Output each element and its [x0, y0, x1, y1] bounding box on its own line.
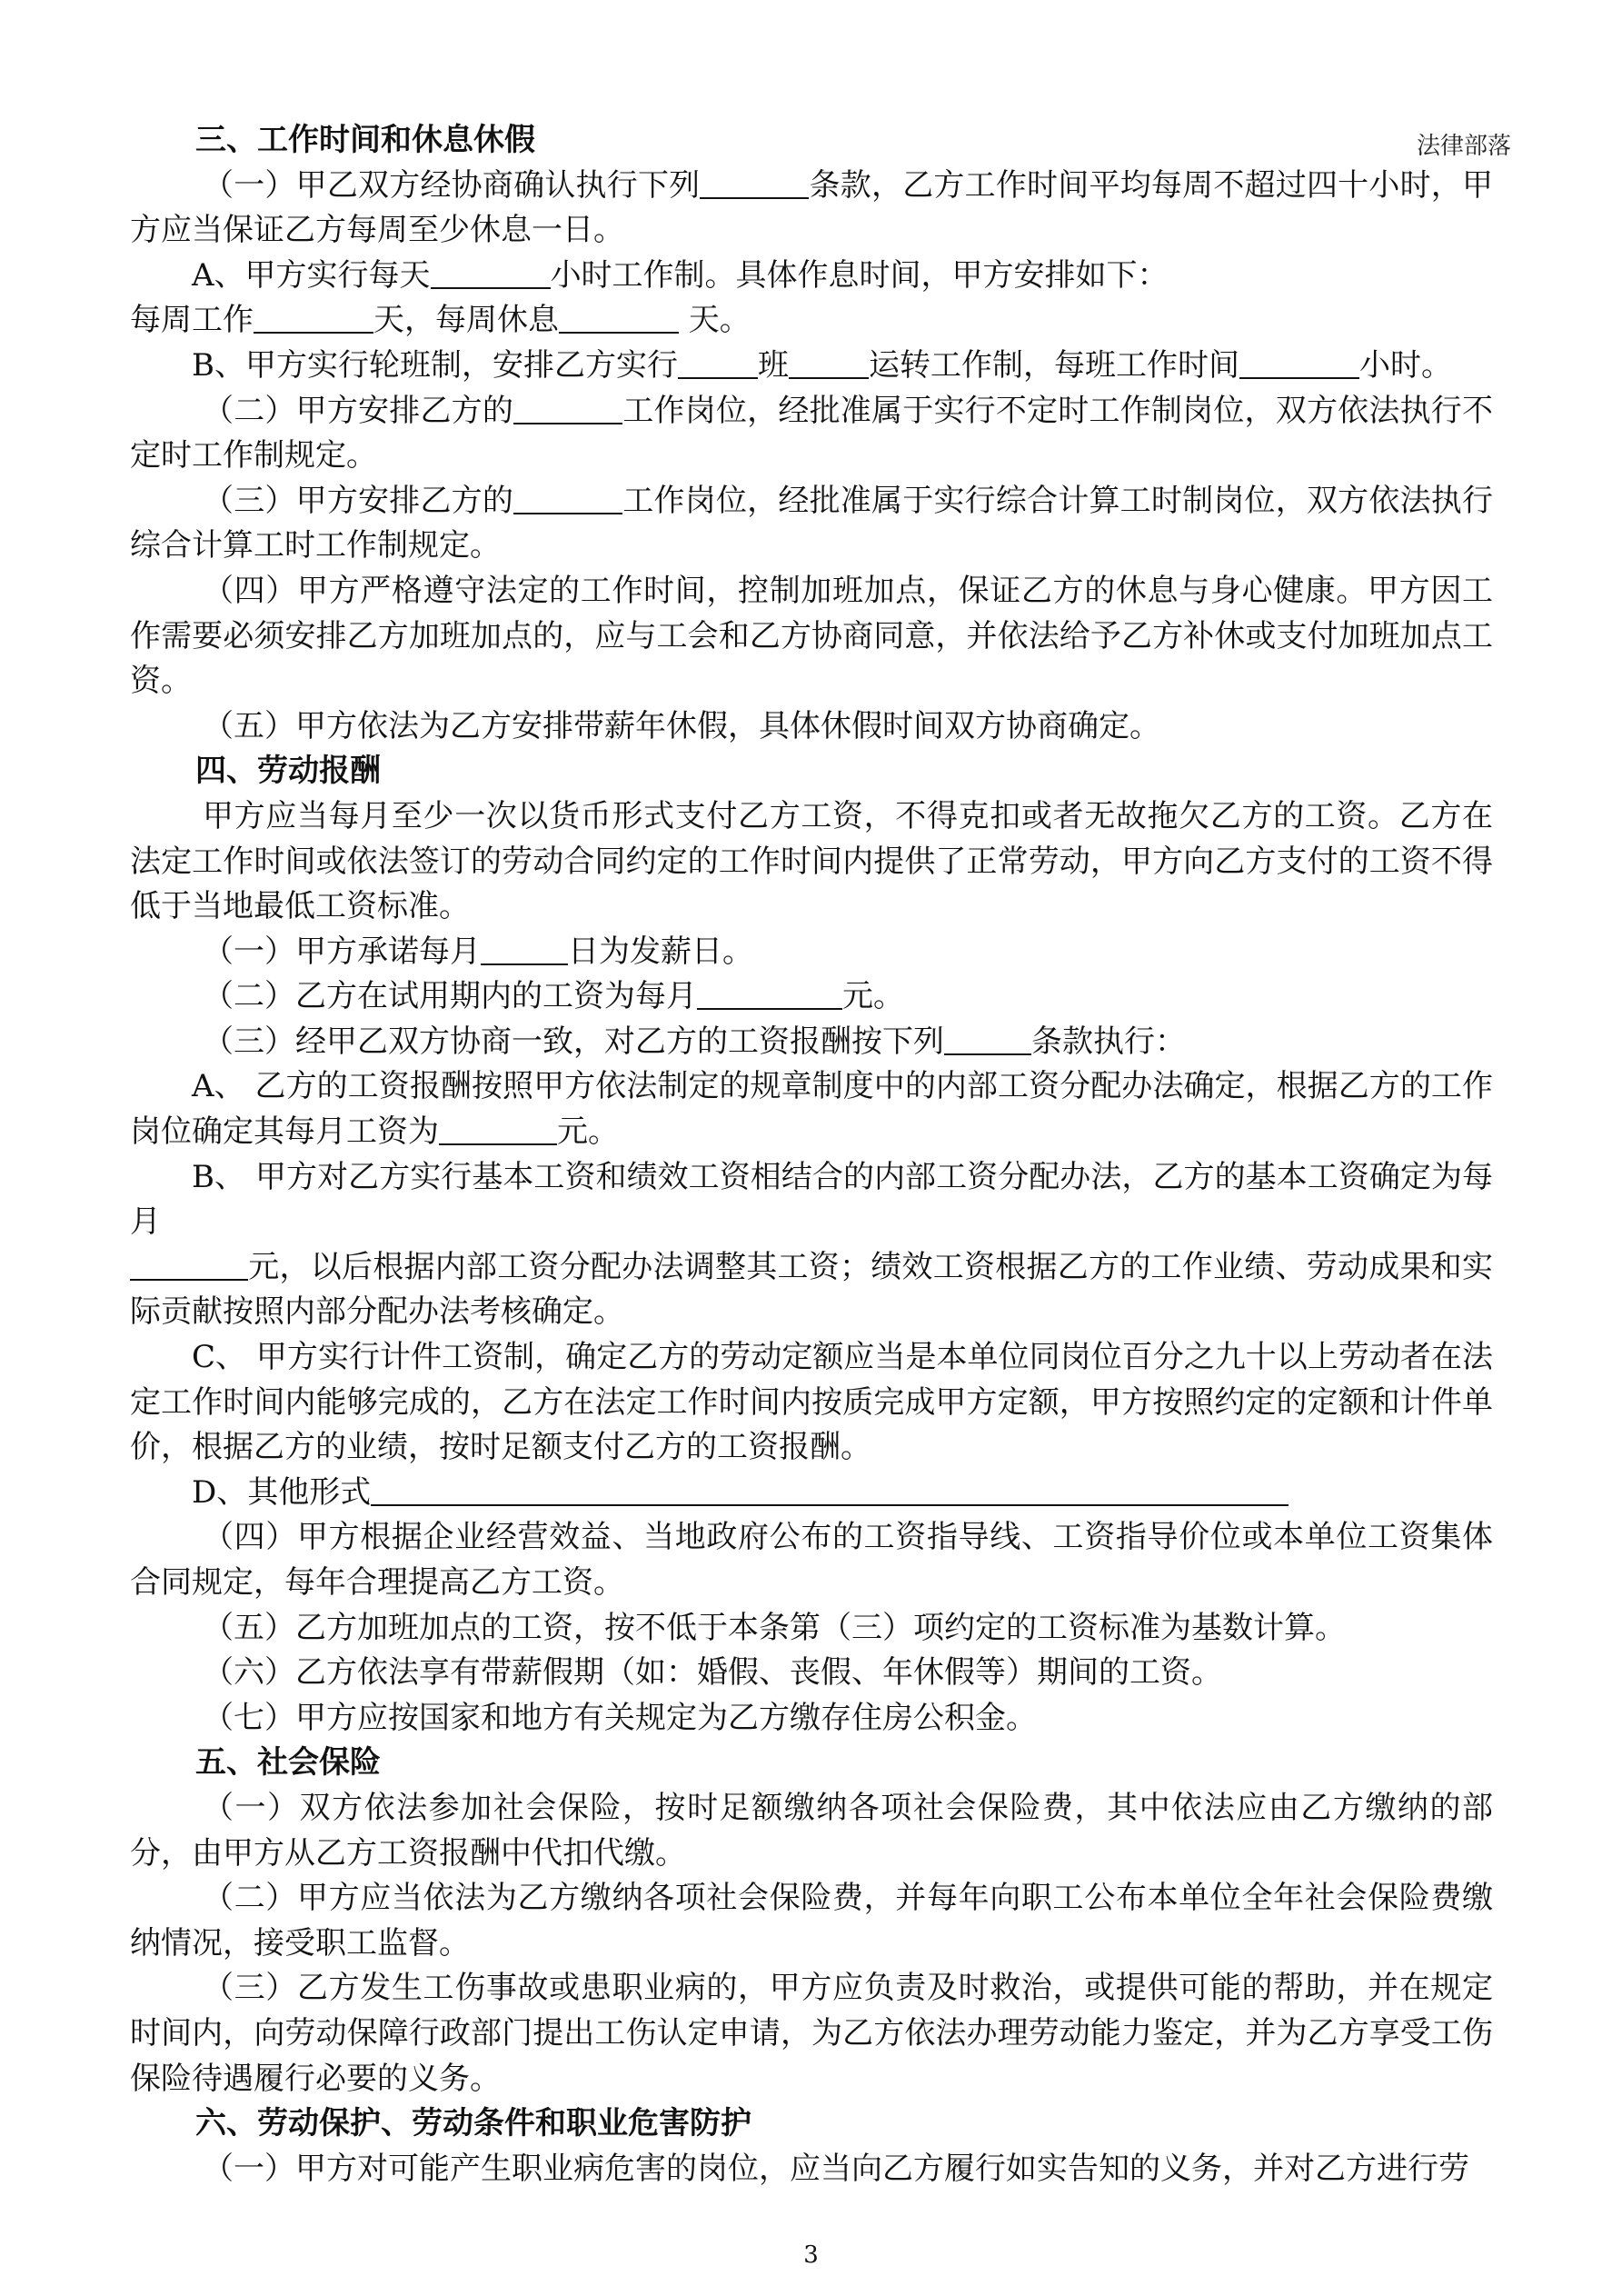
blank-field[interactable]: [559, 301, 679, 334]
blank-field[interactable]: [944, 1023, 1031, 1055]
s4-item-1: （一）甲方承诺每月 日为发薪日。: [203, 933, 753, 970]
s4-item-6: （六）乙方依法享有带薪假期（如：婚假、丧假、年休假等）期间的工资。: [203, 1654, 1222, 1692]
s3-item-5: （五）甲方依法为乙方安排带薪年休假，具体休假时间双方协商确定。: [203, 707, 1160, 744]
blank-field[interactable]: [678, 346, 758, 379]
s3-item-2: （二）甲方安排乙方的 工作岗位，经批准属于实行不定时工作制岗位，双方依法执行不定时工作制规定。: [130, 392, 1494, 474]
s4-item-2: （二）乙方在试用期内的工资为每月 元。: [203, 978, 904, 1015]
blank-field[interactable]: [481, 933, 568, 965]
s3-option-a-cont: 每周工作 天，每周休息 天。: [130, 302, 751, 339]
section-4-title: 四、劳动报酬: [195, 753, 381, 790]
s3-item-4: （四）甲方严格遵守法定的工作时间，控制加班加点，保证乙方的休息与身心健康。甲方因工作需要必须安排乙方加班加点的，应与工会和乙方协商同意，并依法给予乙方补休或支付加班加点工资。: [130, 572, 1493, 700]
s5-item-1: （一）双方依法参加社会保险，按时足额缴纳各项社会保险费，其中依法应由乙方缴纳的部分，由甲方从乙方工资报酬中代扣代缴。: [130, 1789, 1493, 1872]
s6-item-1: （一）甲方对可能产生职业病危害的岗位，应当向乙方履行如实告知的义务，并对乙方进行劳: [203, 2150, 1469, 2187]
s4-option-c: C、 甲方实行计件工资制，确定乙方的劳动定额应当是本单位同岗位百分之九十以上劳动者在法定工作时间内能够完成的，乙方在法定工作时间内按质完成甲方定额，甲方按照约定的定额和计件单价，根据乙方的业绩，按时足额支付乙方的工资报酬。: [130, 1339, 1493, 1466]
section-5-title: 五、社会保险: [195, 1744, 381, 1782]
blank-field[interactable]: [254, 301, 373, 334]
s4-item-3: （三）经甲乙双方协商一致，对乙方的工资报酬按下列 条款执行：: [203, 1023, 1186, 1060]
page-header: 法律部落: [1416, 133, 1511, 160]
page-number: 3: [803, 2241, 819, 2269]
blank-field[interactable]: [371, 1473, 1289, 1506]
section-3-title: 三、工作时间和休息休假: [195, 122, 535, 158]
blank-field[interactable]: [513, 482, 622, 514]
s4-intro: 甲方应当每月至少一次以货币形式支付乙方工资，不得克扣或者无故拖欠乙方的工资。乙方在法定工作时间或依法签订的劳动合同约定的工作时间内提供了正常劳动，甲方向乙方支付的工资不得低于当地最低工资标准。: [130, 797, 1493, 925]
s4-option-b: B、 甲方对乙方实行基本工资和绩效工资相结合的内部工资分配办法，乙方的基本工资确定为每月 元，以后根据内部工资分配办法调整其工资；绩效工资根据乙方的工作业绩、劳动成果和实际贡献按照内部分配办法考核确定。: [130, 1158, 1493, 1331]
blank-field[interactable]: [513, 392, 622, 424]
s3-option-a: A、甲方实行每天 小时工作制。具体作息时间，甲方安排如下：: [192, 256, 1169, 294]
s3-option-b: B、甲方实行轮班制，安排乙方实行 班 运转工作制，每班工作时间 小时。: [192, 346, 1452, 384]
blank-field[interactable]: [130, 1248, 248, 1281]
s3-item-3: （三）甲方安排乙方的 工作岗位，经批准属于实行综合计算工时制岗位，双方依法执行综合计算工时工作制规定。: [130, 482, 1494, 564]
blank-field[interactable]: [1239, 346, 1359, 379]
s5-item-3: （三）乙方发生工伤事故或患职业病的，甲方应负责及时救治，或提供可能的帮助，并在规定时间内，向劳动保障行政部门提出工伤认定申请，为乙方依法办理劳动能力鉴定，并为乙方享受工伤保险待遇履行必要的义务。: [130, 1970, 1493, 2097]
s5-item-2: （二）甲方应当依法为乙方缴纳各项社会保险费，并每年向职工公布本单位全年社会保险费缴纳情况，接受职工监督。: [130, 1880, 1493, 1962]
section-6-title: 六、劳动保护、劳动条件和职业危害防护: [195, 2105, 751, 2142]
document-body: [130, 118, 1493, 2191]
s4-option-d: D、其他形式: [130, 1471, 1493, 1516]
s4-item-5: （五）乙方加班加点的工资，按不低于本条第（三）项约定的工资标准为基数计算。: [203, 1609, 1346, 1646]
blank-field[interactable]: [697, 977, 842, 1010]
blank-field[interactable]: [431, 256, 551, 289]
s4-item-4: （四）甲方根据企业经营效益、当地政府公布的工资指导线、工资指导价位或本单位工资集体合同规定，每年合理提高乙方工资。: [130, 1519, 1493, 1601]
s3-item-1: （一）甲乙双方经协商确认执行下列 条款，乙方工作时间平均每周不超过四十小时，甲方应当保证乙方每周至少休息一日。: [130, 166, 1494, 249]
blank-field[interactable]: [700, 166, 809, 199]
s4-option-a: A、 乙方的工资报酬按照甲方依法制定的规章制度中的内部工资分配办法确定，根据乙方的工作岗位确定其每月工资为 元。: [130, 1068, 1493, 1151]
blank-field[interactable]: [439, 1113, 557, 1145]
blank-field[interactable]: [789, 346, 869, 379]
s4-item-7: （七）甲方应按国家和地方有关规定为乙方缴存住房公积金。: [203, 1699, 1037, 1736]
